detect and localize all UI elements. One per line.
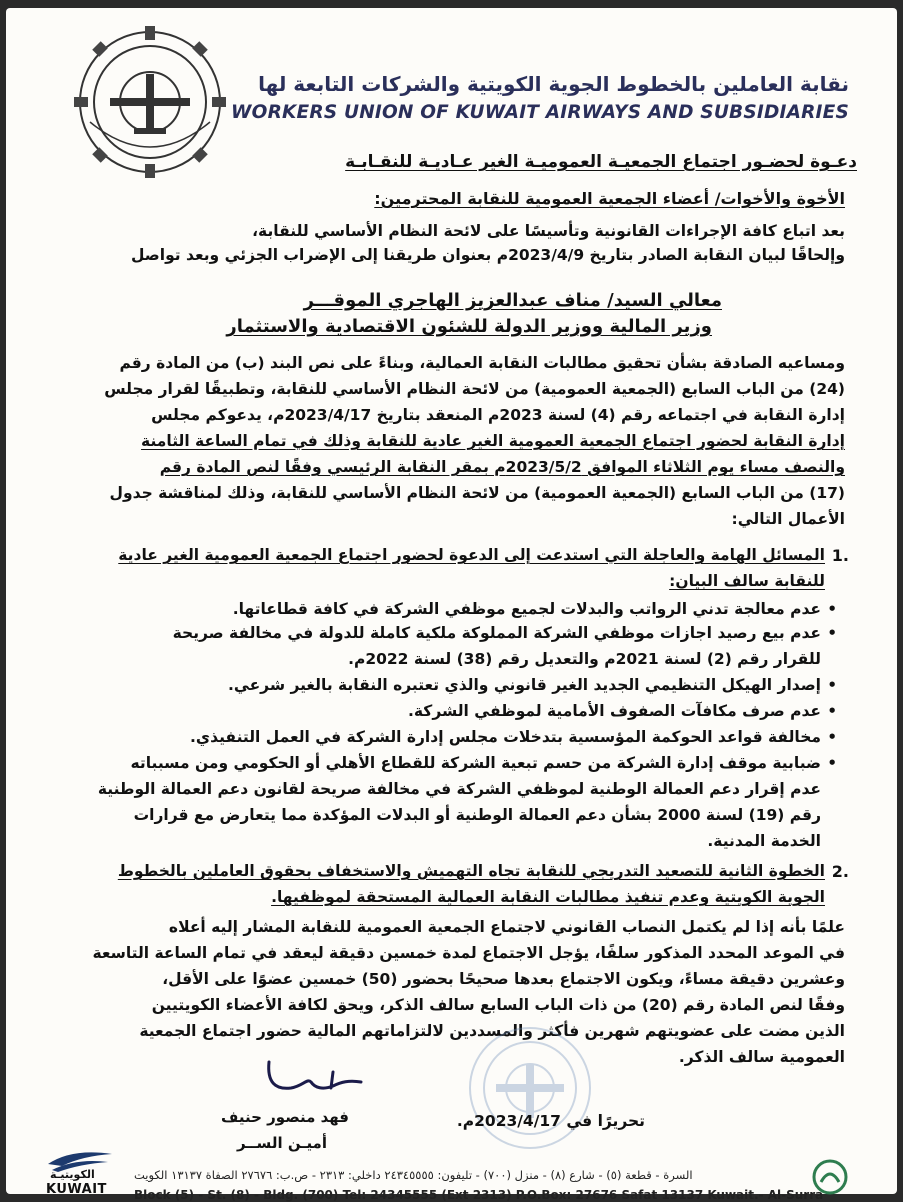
footer-address-arabic: السرة - قطعة (٥) - شارع (٨) - منزل (٧٠٠) - تليفون: ٢٤٣٤٥٥٥٥ داخلي: ٢٣١٣ - ص.ب: ٢٧٦٧٦ الصفاة ١٣١٣٧ الكويت (134, 1168, 693, 1182)
bullet-2-line-1: عدم بيع رصيد اجازات موظفي الشركة المملوكة ملكية كاملة للدولة في مخالفة صريحة (172, 624, 821, 642)
handwritten-signature (261, 1052, 371, 1102)
org-name-english: WORKERS UNION OF KUWAIT AIRWAYS AND SUBSIDIARIES (231, 102, 849, 123)
item-1-line-2: للنقابة سالف البيان: (669, 572, 825, 590)
footer-address-english: Block (5) - St. (8) - Bldg. (700) Tel: 24345555 (Ext 2313) P.O.Box: 27676 Safat 13137 Kuwait.- Al-Surra (134, 1188, 824, 1202)
kuwait-airways-arabic: الكويتيـة (50, 1168, 95, 1181)
signatory-title: أميـن الســر (236, 1134, 327, 1152)
body-line-4: إدارة النقابة لحضور اجتماع الجمعية العمومية الغير عادية للنقابة وذلك في تمام الساعة الثامنة (141, 432, 845, 450)
closing-line-5: الذين مضت على عضويتهم شهرين فأكثر والمسددين لالتزاماتهم المالية حضور اجتماع الجمعية (139, 1022, 845, 1040)
document-title: دعـوة لحضـور اجتماع الجمعيـة العموميـة الغير عـاديـة للنقـابـة (345, 152, 857, 172)
issue-date: تحريرًا في 2023/4/17م. (456, 1112, 645, 1130)
bullet-3-line-1: إصدار الهيكل التنظيمي الجديد الغير قانوني والذي تعتبره النقابة بالغير شرعي. (228, 676, 821, 694)
minister-title: وزير المالية ووزير الدولة للشئون الاقتصادية والاستثمار (226, 316, 712, 337)
item-2-line-2: الجوية الكويتية وعدم تنفيذ مطالبات النقابة العمالية المستحقة لموظفيها. (271, 888, 825, 906)
bullet-6-line-4: الخدمة المدنية. (707, 832, 821, 850)
bullet-1-line-1: عدم معالجة تدني الرواتب والبدلات لجميع موظفي الشركة في كافة قطاعاتها. (232, 600, 821, 618)
salutation: الأخوة والأخوات/ أعضاء الجمعية العمومية للنقابة المحترمين: (374, 189, 845, 208)
bullet-marker: • (827, 600, 837, 618)
closing-line-2: في الموعد المحدد المذكور سلفًا، يؤجل الاجتماع لمدة خمسين دقيقة ليعقد في تمام الساعة التاسعة (92, 944, 845, 962)
org-name-arabic: نقابة العاملين بالخطوط الجوية الكويتية والشركات التابعة لها (258, 72, 849, 96)
kuwait-airways-english: KUWAIT (46, 1182, 107, 1197)
bullet-marker: • (827, 754, 837, 772)
union-stamp (446, 1018, 614, 1158)
union-footer-logo (811, 1158, 849, 1196)
closing-line-6: العمومية سالف الذكر. (678, 1048, 845, 1066)
closing-line-3: وعشرين دقيقة مساءً، ويكون الاجتماع بعدها صحيحًا بحضور (50) خمسين عضوًا على الأقل، (162, 970, 845, 988)
body-line-5: والنصف مساء يوم الثلاثاء الموافق 2023/5/2م بمقر النقابة الرئيسي وفقًا لنص المادة رقم (159, 458, 845, 476)
bullet-5-line-1: مخالفة قواعد الحوكمة المؤسسية بتدخلات مجلس إدارة الشركة في العمل التنفيذي. (190, 728, 821, 746)
body-line-6: (17) من الباب السابع (الجمعية العمومية) من لائحة النظام الأساسي للنقابة، وذلك لمناقشة جدول (109, 484, 845, 502)
minister-name: معالي السيد/ مناف عبدالعزيز الهاجري الموقـــر (303, 290, 722, 311)
signatory-name: فهد منصور حنيف (221, 1108, 349, 1126)
closing-line-4: وفقًا لنص المادة رقم (20) من ذات الباب السابع سالف الذكر، ويحق لكافة الأعضاء الكويتيين (151, 996, 845, 1014)
bullet-marker: • (827, 728, 837, 746)
intro-line-2: وإلحاقًا لبيان النقابة الصادر بتاريخ 2023/4/9م بعنوان طريقنا إلى الإضراب الجزئي وبعد تواصل (130, 246, 845, 264)
bullet-marker: • (827, 676, 837, 694)
item-number-2: 2. (831, 862, 849, 881)
item-1-line-1: المسائل الهامة والعاجلة التي استدعت إلى الدعوة لحضور اجتماع الجمعية العمومية الغير عادية (118, 546, 825, 564)
bullet-2-line-2: للقرار رقم (2) لسنة 2021م والتعديل رقم (38) لسنة 2022م. (348, 650, 821, 668)
item-number-1: 1. (831, 546, 849, 565)
document-page (6, 8, 897, 1202)
body-line-3: إدارة النقابة في اجتماعه رقم (4) لسنة 2023م المنعقد بتاريخ 2023/4/17م، يدعوكم مجلس (151, 406, 845, 424)
intro-line-1: بعد اتباع كافة الإجراءات القانونية وتأسيسًا على لائحة النظام الأساسي للنقابة، (252, 222, 845, 240)
item-2-line-1: الخطوة الثانية للتصعيد التدريجي للنقابة تجاه التهميش والاستخفاف بحقوق العاملين بالخطوط (117, 862, 825, 880)
closing-line-1: علمًا بأنه إذا لم يكتمل النصاب القانوني لاجتماع الجمعية العمومية للنقابة المشار إليه أعلاه (168, 918, 845, 936)
bullet-6-line-2: عدم إقرار دعم العمالة الوطنية لموظفي الشركة في مخالفة صريحة لقانون دعم العمالة الوطنية (97, 780, 821, 798)
body-line-1: ومساعيه الصادقة بشأن تحقيق مطالبات النقابة العمالية، وبناءً على نص البند (ب) من المادة رقم (119, 354, 845, 372)
bullet-4-line-1: عدم صرف مكافآت الصفوف الأمامية لموظفي الشركة. (408, 702, 821, 720)
bullet-6-line-1: ضبابية موقف إدارة الشركة من حسم تبعية الشركة للقطاع الأهلي أو الحكومي ومن مسبباته (130, 754, 821, 772)
body-line-7: الأعمال التالي: (731, 510, 845, 528)
body-line-2: (24) من الباب السابع (الجمعية العمومية) من لائحة النظام الأساسي للنقابة، وتطبيقًا لقرار مجلس (104, 380, 845, 398)
bullet-marker: • (827, 624, 837, 642)
bullet-marker: • (827, 702, 837, 720)
bullet-6-line-3: رقم (19) لسنة 2000 بشأن دعم العمالة الوطنية أو البدلات المؤكدة مما يتعارض مع قرارات (133, 806, 821, 824)
